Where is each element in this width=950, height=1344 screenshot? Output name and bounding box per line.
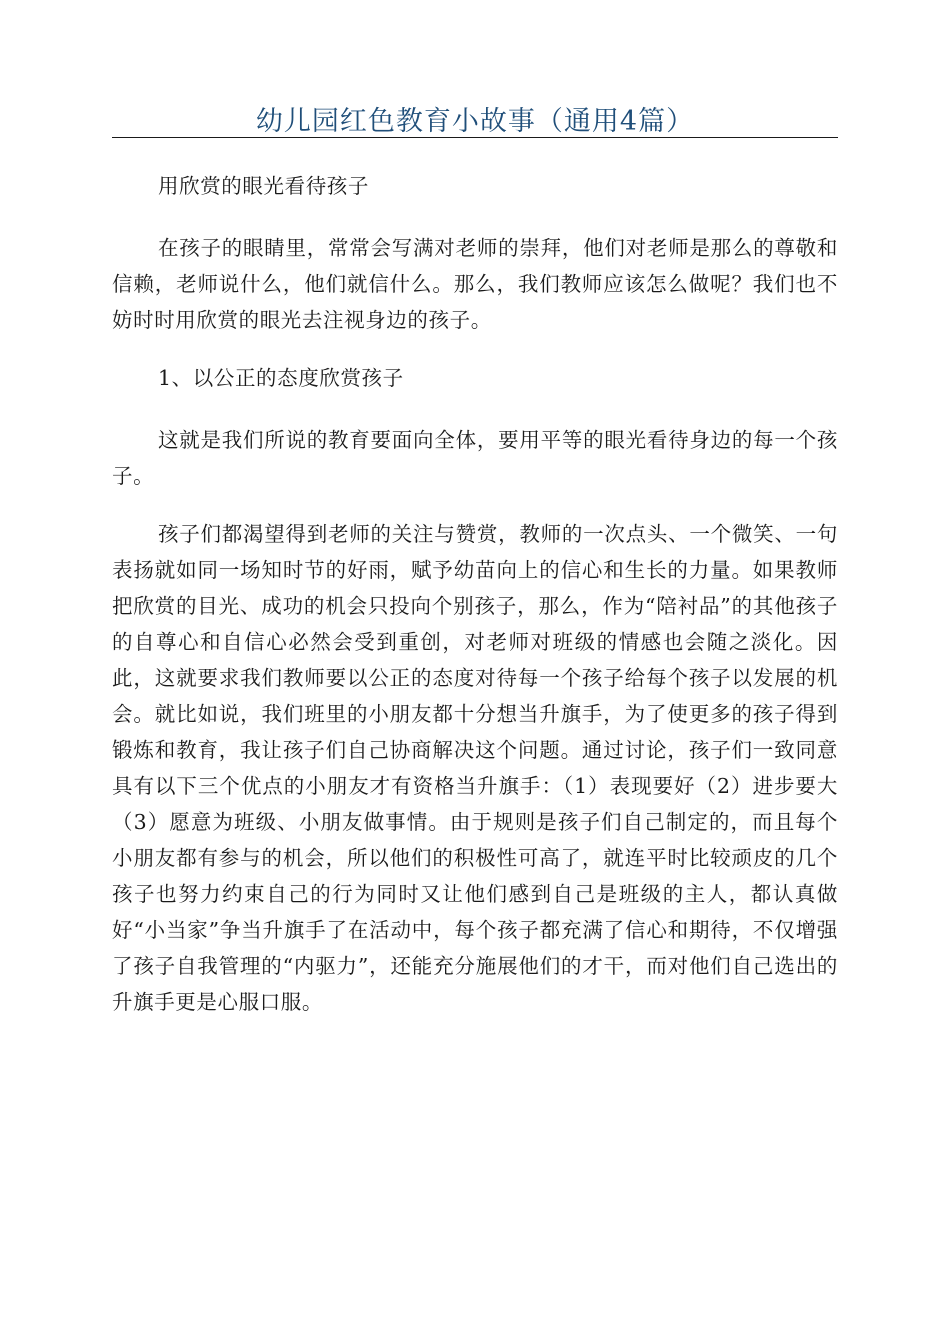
document-title: 幼儿园红色教育小故事（通用4篇） bbox=[255, 106, 695, 137]
title-underline bbox=[112, 137, 838, 138]
paragraph-intro: 在孩子的眼睛里，常常会写满对老师的崇拜，他们对老师是那么的尊敬和信赖，老师说什么，他们就信什么。那么，我们教师应该怎么做呢？我们也不妨时时用欣赏的眼光去注视身边的孩子。 bbox=[112, 236, 838, 332]
document-body bbox=[112, 168, 838, 1042]
paragraph-equality: 这就是我们所说的教育要面向全体，要用平等的眼光看待身边的每一个孩子。 bbox=[112, 428, 838, 488]
paragraph-point-1-heading: 1、以公正的态度欣赏孩子 bbox=[158, 366, 404, 390]
section-subtitle: 用欣赏的眼光看待孩子 bbox=[158, 174, 369, 198]
paragraph-flag-raiser-story: 孩子们都渴望得到老师的关注与赞赏，教师的一次点头、一个微笑、一句表扬就如同一场知时节的好雨，赋予幼苗向上的信心和生长的力量。如果教师把欣赏的目光、成功的机会只投向个别孩子，那么，作为“陪衬品”的其他孩子的自尊心和自信心必然会受到重创，对老师对班级的情感也会随之淡化。因此，这就要求我们教师要以公正的态度对待每一个孩子给每个孩子以发展的机会。就比如说，我们班里的小朋友都十分想当升旗手，为了使更多的孩子得到锻炼和教育，我让孩子们自己协商解决这个问题。通过讨论，孩子们一致同意具有以下三个优点的小朋友才有资格当升旗手：（1）表现要好（2）进步要大（3）愿意为班级、小朋友做事情。由于规则是孩子们自己制定的，而且每个小朋友都有参与的机会，所以他们的积极性可高了，就连平时比较顽皮的几个孩子也努力约束自己的行为同时又让他们感到自己是班级的主人，都认真做好“小当家”争当升旗手了在活动中，每个孩子都充满了信心和期待，不仅增强了孩子自我管理的“内驱力”，还能充分施展他们的才干，而对他们自己选出的升旗手更是心服口服。 bbox=[112, 522, 838, 1014]
